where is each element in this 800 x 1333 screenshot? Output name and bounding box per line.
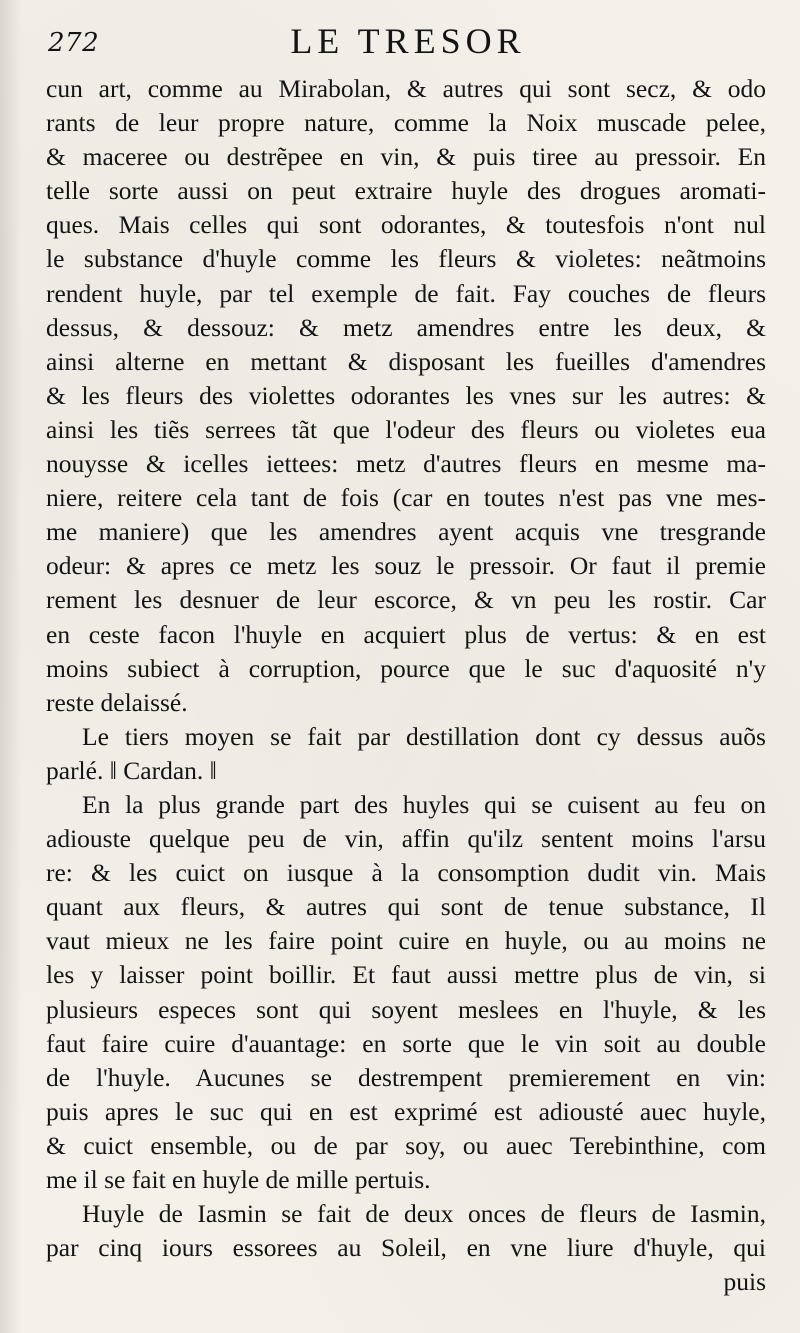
text-line: re: & les cuict on iusque à la consomption dudit vin. Mais bbox=[46, 858, 766, 888]
page-number: 272 bbox=[48, 28, 100, 58]
text-line: ainsi alterne en mettant & disposant les fueilles d'amendres bbox=[46, 346, 766, 376]
text-line: le substance d'huyle comme les fleurs & violetes: neãtmoins bbox=[46, 244, 766, 274]
text-line: rendent huyle, par tel exemple de fait. Fay couches de fleurs bbox=[46, 278, 766, 308]
page-header bbox=[48, 18, 768, 62]
running-head: LE TRESOR bbox=[290, 21, 526, 61]
text-line: adiouste quelque peu de vin, affin qu'ilz sentent moins l'arsu bbox=[46, 824, 766, 854]
text-line: & cuict ensemble, ou de par soy, ou auec Terebinthine, com bbox=[46, 1130, 766, 1160]
text-line: les y laisser point boillir. Et faut aussi mettre plus de vin, si bbox=[46, 960, 766, 990]
text-line: par cinq iours essorees au Soleil, en vne liure d'huyle, qui bbox=[46, 1233, 766, 1263]
text-line: plusieurs especes sont qui soyent meslees en l'huyle, & les bbox=[46, 994, 766, 1024]
text-line: puis apres le suc qui en est exprimé est adiousté auec huyle, bbox=[46, 1096, 766, 1126]
text-line: faut faire cuire d'auantage: en sorte que le vin soit au double bbox=[46, 1028, 766, 1058]
text-line: dessus, & dessouz: & metz amendres entre les deux, & bbox=[46, 312, 766, 342]
text-line: Huyle de Iasmin se fait de deux onces de fleurs de Iasmin, bbox=[82, 1199, 766, 1229]
text-line: & maceree ou destrẽpee en vin, & puis tiree au pressoir. En bbox=[46, 142, 766, 172]
gutter-shadow bbox=[0, 0, 22, 1333]
text-line: me maniere) que les amendres ayent acquis vne tresgrande bbox=[46, 517, 766, 547]
text-line: telle sorte aussi on peut extraire huyle des drogues aromati- bbox=[46, 176, 766, 206]
text-line: ques. Mais celles qui sont odorantes, & toutesfois n'ont nul bbox=[46, 210, 766, 240]
body-text bbox=[46, 72, 766, 1299]
text-line: moins subiect à corruption, pource que le suc d'aquosité n'y bbox=[46, 653, 766, 683]
text-line: de l'huyle. Aucunes se destrempent premierement en vin: bbox=[46, 1062, 766, 1092]
text-line: en ceste facon l'huyle en acquiert plus de vertus: & en est bbox=[46, 619, 766, 649]
catchword: puis bbox=[723, 1267, 766, 1297]
text-line: reste delaissé. bbox=[46, 687, 188, 717]
text-line: odeur: & apres ce metz les souz le pressoir. Or faut il premie bbox=[46, 551, 766, 581]
text-line: Le tiers moyen se fait par destillation dont cy dessus auõs bbox=[82, 721, 766, 751]
text-line: cun art, comme au Mirabolan, & autres qui sont secz, & odo bbox=[46, 74, 766, 103]
text-line: En la plus grande part des huyles qui se cuisent au feu on bbox=[82, 789, 766, 819]
text-line: rement les desnuer de leur escorce, & vn peu les rostir. Car bbox=[46, 585, 766, 615]
text-line: parlé. ‖ Cardan. ‖ bbox=[46, 755, 217, 785]
text-line: vaut mieux ne les faire point cuire en huyle, ou au moins ne bbox=[46, 926, 766, 956]
text-line: me il se fait en huyle de mille pertuis. bbox=[46, 1165, 431, 1194]
text-line: & les fleurs des violettes odorantes les vnes sur les autres: & bbox=[46, 380, 766, 410]
text-line: niere, reitere cela tant de fois (car en toutes n'est pas vne mes- bbox=[46, 483, 766, 513]
text-line: quant aux fleurs, & autres qui sont de tenue substance, Il bbox=[46, 892, 766, 922]
text-line: rants de leur propre nature, comme la Noix muscade pelee, bbox=[46, 108, 766, 138]
text-line: nouysse & icelles iettees: metz d'autres fleurs en mesme ma- bbox=[46, 449, 766, 479]
text-line: ainsi les tiẽs serrees tãt que l'odeur des fleurs ou violetes eua bbox=[46, 414, 766, 444]
